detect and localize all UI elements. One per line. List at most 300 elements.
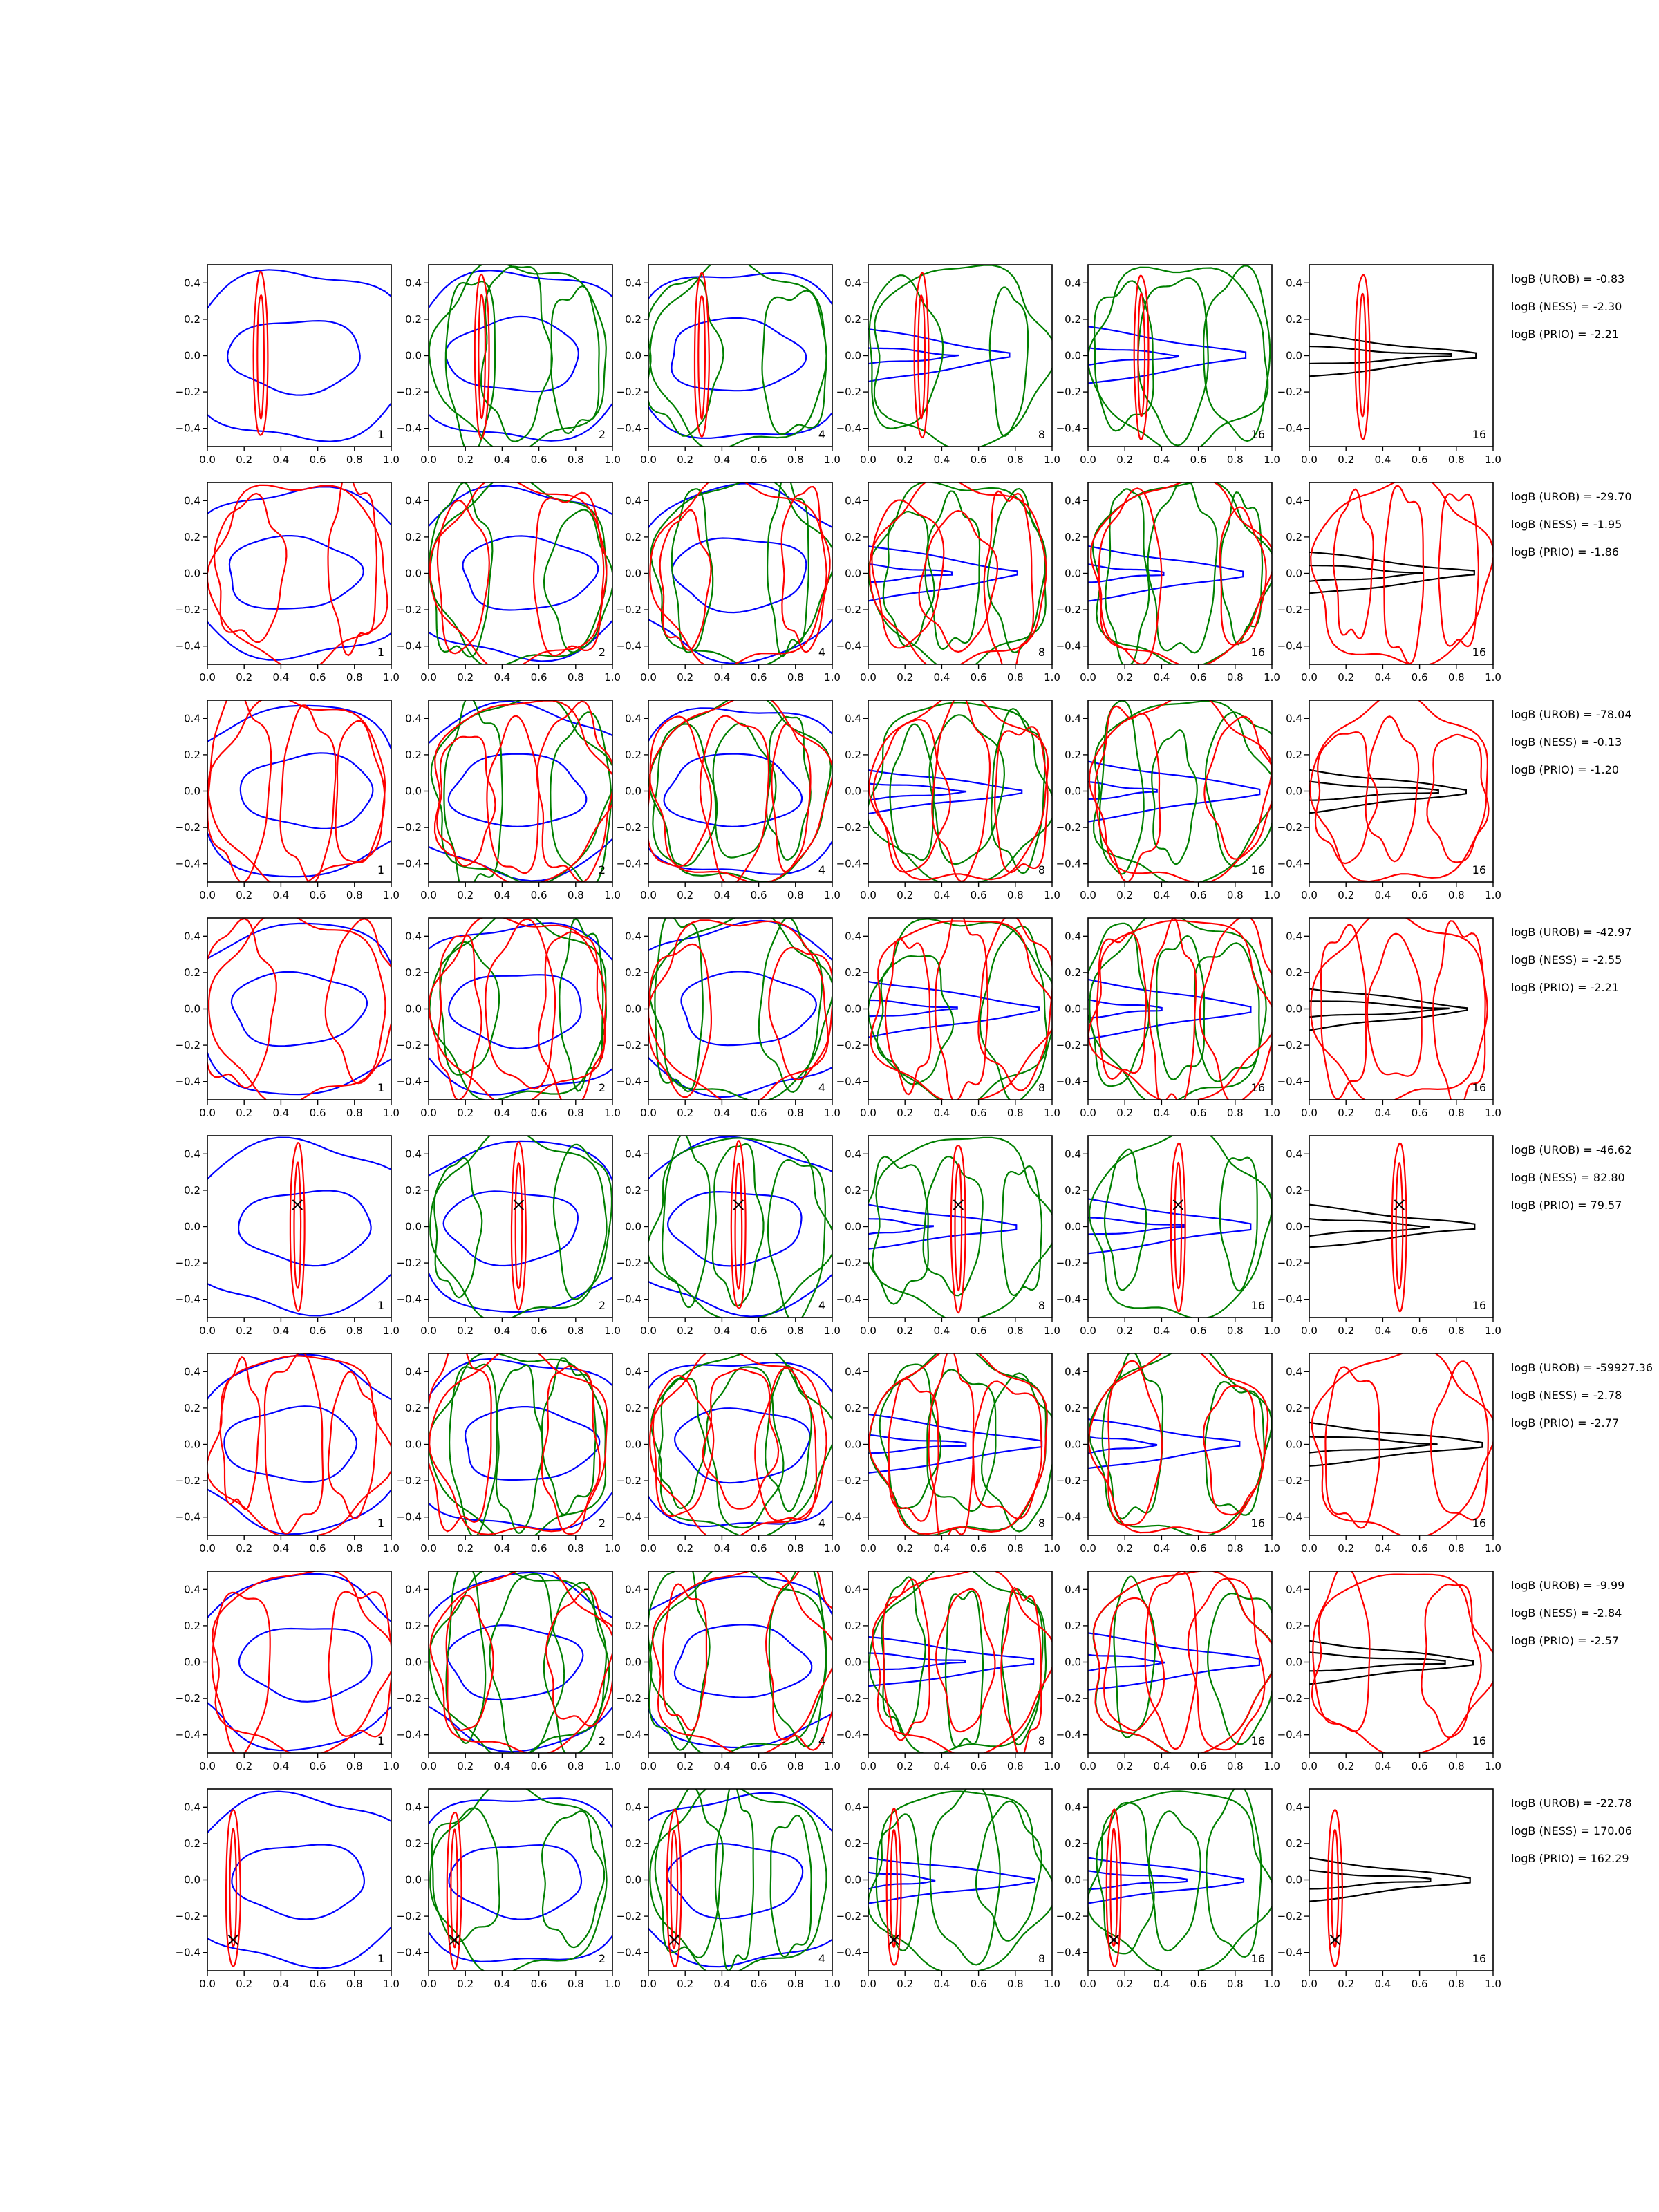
y-tick-label: 0.4 xyxy=(1286,1583,1302,1596)
x-tick-label: 0.6 xyxy=(970,1760,987,1772)
x-tick-label: 0.0 xyxy=(420,671,437,684)
y-tick-label: 0.4 xyxy=(1065,276,1081,290)
y-tick-label: −0.2 xyxy=(836,1039,861,1052)
subplot-r3-c5 xyxy=(1056,694,1280,901)
x-tick-label: 0.4 xyxy=(494,671,511,684)
contour-line xyxy=(890,724,934,860)
x-tick-label: 0.8 xyxy=(1226,671,1244,684)
x-tick-label: 0.0 xyxy=(860,1107,877,1119)
x-tick-label: 0.2 xyxy=(897,453,914,466)
x-tick-label: 1.0 xyxy=(604,1760,621,1772)
contour-lines xyxy=(396,1565,641,1760)
x-tick-label: 0.2 xyxy=(236,1107,253,1119)
contour-line xyxy=(1302,1204,1474,1248)
y-tick-label: 0.0 xyxy=(184,785,200,798)
y-tick-label: −0.4 xyxy=(1056,1510,1081,1524)
panel-number: 2 xyxy=(598,1299,606,1312)
x-tick-label: 0.8 xyxy=(1226,1760,1244,1772)
x-tick-label: 0.8 xyxy=(1006,671,1024,684)
y-tick-label: −0.2 xyxy=(836,1692,861,1705)
x-tick-label: 0.8 xyxy=(346,1542,363,1555)
contour-line xyxy=(475,274,489,439)
x-tick-label: 0.6 xyxy=(970,1978,987,1990)
contour-lines xyxy=(188,270,411,441)
x-tick-label: 1.0 xyxy=(1485,453,1501,466)
contour-line xyxy=(1156,936,1204,1080)
x-tick-label: 1.0 xyxy=(1264,453,1280,466)
x-tick-label: 1.0 xyxy=(824,671,841,684)
x-tick-label: 0.0 xyxy=(199,671,216,684)
subplot-r1-c4 xyxy=(836,265,1060,466)
y-tick-label: −0.2 xyxy=(1277,386,1302,399)
x-tick-label: 0.6 xyxy=(309,1107,326,1119)
contour-line xyxy=(550,712,611,886)
x-tick-label: 0.0 xyxy=(1301,1542,1318,1555)
axes-frame xyxy=(1088,918,1272,1100)
contour-line xyxy=(671,318,806,391)
x-tick-label: 0.8 xyxy=(1447,453,1465,466)
x-tick-label: 0.0 xyxy=(1080,889,1096,901)
x-tick-label: 0.6 xyxy=(750,1107,767,1119)
y-tick-label: −0.2 xyxy=(396,386,422,399)
logB-label: logB (UROB) = -59927.36 xyxy=(1511,1361,1653,1374)
x-tick-label: 0.4 xyxy=(494,889,511,901)
x-tick-label: 0.6 xyxy=(1190,1107,1207,1119)
logB-label: logB (PRIO) = -1.86 xyxy=(1511,545,1619,559)
x-tick-label: 0.6 xyxy=(530,889,547,901)
panel-number: 16 xyxy=(1472,428,1486,441)
logB-label: logB (PRIO) = -1.20 xyxy=(1511,763,1619,776)
panel-number: 4 xyxy=(818,1734,825,1747)
contour-line xyxy=(1081,978,1250,1040)
x-tick-label: 0.8 xyxy=(1006,1107,1024,1119)
y-tick-label: 0.0 xyxy=(1065,1873,1081,1886)
contour-line xyxy=(630,1793,850,1967)
y-tick-label: 0.0 xyxy=(625,1873,641,1886)
y-tick-label: −0.4 xyxy=(616,1510,641,1524)
y-tick-label: 0.2 xyxy=(184,1401,200,1414)
y-tick-label: 0.4 xyxy=(1065,1147,1081,1161)
contour-lines xyxy=(410,475,632,671)
x-tick-label: 0.2 xyxy=(677,1107,694,1119)
x-tick-label: 0.2 xyxy=(1338,671,1355,684)
panel-number: 1 xyxy=(377,863,384,877)
panel-number: 1 xyxy=(377,1734,384,1747)
contour-lines xyxy=(629,912,852,1107)
y-tick-label: 0.2 xyxy=(625,312,641,326)
contour-line xyxy=(872,500,944,648)
x-tick-label: 0.4 xyxy=(272,1978,290,1990)
contour-line xyxy=(1206,1785,1261,1957)
x-tick-label: 0.6 xyxy=(970,889,987,901)
x-tick-label: 0.8 xyxy=(346,1978,363,1990)
x-tick-label: 0.4 xyxy=(1374,671,1391,684)
contour-line xyxy=(861,1000,957,1017)
x-tick-label: 0.2 xyxy=(1116,1760,1134,1772)
y-tick-label: 0.4 xyxy=(184,1583,200,1596)
contour-lines xyxy=(861,1564,1056,1758)
y-tick-label: 0.0 xyxy=(845,785,861,798)
axes-frame xyxy=(429,918,612,1100)
contour-lines xyxy=(175,1352,420,1537)
contour-line xyxy=(762,290,827,434)
y-tick-label: −0.2 xyxy=(1277,821,1302,834)
panel-number: 2 xyxy=(598,646,606,659)
panel-number: 1 xyxy=(377,1952,384,1965)
x-tick-label: 0.2 xyxy=(677,1978,694,1990)
contour-line xyxy=(768,1160,825,1322)
x-tick-label: 0.8 xyxy=(567,1760,584,1772)
x-tick-label: 0.6 xyxy=(970,1542,987,1555)
y-tick-label: 0.0 xyxy=(1286,1438,1302,1451)
y-tick-label: −0.4 xyxy=(175,639,200,653)
x-tick-label: 0.0 xyxy=(199,453,216,466)
x-tick-label: 0.0 xyxy=(860,1760,877,1772)
y-tick-label: −0.2 xyxy=(616,386,641,399)
y-tick-label: 0.0 xyxy=(1065,1656,1081,1669)
y-tick-label: −0.2 xyxy=(616,603,641,617)
contour-line xyxy=(265,1352,323,1533)
x-tick-label: 0.0 xyxy=(420,889,437,901)
x-tick-label: 0.8 xyxy=(787,1542,804,1555)
logB-label: logB (PRIO) = -2.21 xyxy=(1511,981,1619,994)
contour-line xyxy=(180,924,419,1094)
x-tick-label: 0.4 xyxy=(494,1978,511,1990)
contour-line xyxy=(870,477,1046,671)
x-tick-label: 0.4 xyxy=(933,1107,950,1119)
y-tick-label: 0.0 xyxy=(1286,1220,1302,1233)
logB-label: logB (UROB) = -9.99 xyxy=(1511,1579,1625,1592)
contour-line xyxy=(465,1407,599,1480)
x-tick-label: 0.8 xyxy=(787,1107,804,1119)
x-tick-label: 0.4 xyxy=(1374,1324,1391,1337)
x-tick-label: 0.2 xyxy=(677,453,694,466)
logB-label: logB (NESS) = -1.95 xyxy=(1511,518,1622,531)
y-tick-label: 0.2 xyxy=(845,312,861,326)
contour-lines xyxy=(630,1782,850,1976)
x-tick-label: 0.0 xyxy=(860,889,877,901)
x-tick-label: 1.0 xyxy=(1485,671,1501,684)
x-tick-label: 0.2 xyxy=(677,1760,694,1772)
contour-line xyxy=(227,321,360,395)
y-tick-label: 0.2 xyxy=(1286,1619,1302,1632)
y-tick-label: 0.4 xyxy=(1286,1365,1302,1378)
x-tick-label: 1.0 xyxy=(604,671,621,684)
x-tick-label: 0.8 xyxy=(787,1978,804,1990)
y-tick-label: −0.2 xyxy=(1056,603,1081,617)
x-tick-label: 0.2 xyxy=(1338,889,1355,901)
y-tick-label: 0.2 xyxy=(1286,530,1302,543)
contour-line xyxy=(672,538,806,613)
contour-line xyxy=(328,1371,377,1519)
y-tick-label: 0.4 xyxy=(625,712,641,725)
contour-line xyxy=(735,1163,742,1289)
contour-line xyxy=(891,1830,898,1947)
contour-line xyxy=(698,296,705,419)
x-tick-label: 0.4 xyxy=(1153,1760,1170,1772)
x-tick-label: 0.8 xyxy=(346,1760,363,1772)
panel-number: 2 xyxy=(598,428,606,441)
panel-number: 1 xyxy=(377,646,384,659)
x-tick-label: 0.0 xyxy=(1301,889,1318,901)
x-tick-label: 1.0 xyxy=(383,1760,400,1772)
x-tick-label: 0.8 xyxy=(787,453,804,466)
x-tick-label: 0.6 xyxy=(1190,889,1207,901)
contour-line xyxy=(1366,716,1419,861)
axes-frame xyxy=(1309,918,1493,1100)
x-tick-label: 0.8 xyxy=(1006,453,1024,466)
y-tick-label: −0.2 xyxy=(175,603,200,617)
y-tick-label: 0.2 xyxy=(1286,312,1302,326)
y-tick-label: 0.4 xyxy=(625,276,641,290)
x-tick-label: 0.8 xyxy=(567,671,584,684)
subplot-r3-c1 xyxy=(176,688,420,901)
contour-lines xyxy=(189,474,410,672)
contour-line xyxy=(663,1584,706,1730)
contour-lines xyxy=(621,1560,859,1756)
x-tick-label: 1.0 xyxy=(824,889,841,901)
subplot-r7-c4 xyxy=(836,1564,1060,1773)
subplot-r3-c3 xyxy=(617,693,852,901)
y-tick-label: −0.4 xyxy=(616,1293,641,1306)
contour-line xyxy=(664,754,803,827)
subplot-r3-c2 xyxy=(397,696,635,901)
y-tick-label: −0.2 xyxy=(1277,603,1302,617)
x-tick-label: 0.8 xyxy=(1006,1978,1024,1990)
x-tick-label: 0.6 xyxy=(750,1542,767,1555)
x-tick-label: 0.8 xyxy=(787,671,804,684)
subplot-r5-c1 xyxy=(176,1136,413,1337)
contour-line xyxy=(648,1562,709,1750)
contour-lines xyxy=(1302,692,1489,881)
subplot-r2-c3 xyxy=(617,473,861,684)
y-tick-label: −0.4 xyxy=(175,1293,200,1306)
contour-line xyxy=(1081,1217,1185,1235)
y-tick-label: 0.0 xyxy=(184,1002,200,1015)
x-tick-label: 0.8 xyxy=(787,889,804,901)
y-tick-label: −0.4 xyxy=(1056,857,1081,870)
y-tick-label: 0.0 xyxy=(1065,349,1081,362)
x-tick-label: 0.8 xyxy=(1447,1107,1465,1119)
logB-label: logB (PRIO) = -2.77 xyxy=(1511,1416,1619,1430)
y-tick-label: 0.0 xyxy=(625,785,641,798)
contour-line xyxy=(713,724,776,858)
contour-line xyxy=(281,705,336,883)
y-tick-label: −0.4 xyxy=(396,422,422,435)
x-tick-label: 0.0 xyxy=(1301,1324,1318,1337)
x-tick-label: 0.6 xyxy=(1411,889,1428,901)
y-tick-label: 0.4 xyxy=(405,276,422,290)
x-tick-label: 0.6 xyxy=(1411,1324,1428,1337)
contour-line xyxy=(449,754,586,827)
y-tick-label: 0.0 xyxy=(845,567,861,580)
x-tick-label: 0.8 xyxy=(1226,1978,1244,1990)
true-point-marker xyxy=(669,1935,679,1944)
y-tick-label: 0.2 xyxy=(845,748,861,761)
contour-lines xyxy=(1081,1785,1275,1973)
y-tick-label: 0.2 xyxy=(1065,1401,1081,1414)
y-tick-label: −0.4 xyxy=(1056,422,1081,435)
y-tick-label: −0.2 xyxy=(396,1692,422,1705)
x-tick-label: 0.6 xyxy=(530,1324,547,1337)
contour-lines xyxy=(861,265,1056,450)
contour-line xyxy=(1359,294,1366,417)
x-tick-label: 0.0 xyxy=(199,1324,216,1337)
y-tick-label: −0.4 xyxy=(616,1728,641,1741)
x-tick-label: 0.6 xyxy=(1190,671,1207,684)
contour-line xyxy=(1138,294,1145,416)
contour-lines xyxy=(861,910,1056,1107)
y-tick-label: −0.4 xyxy=(175,1728,200,1741)
contour-line xyxy=(489,1574,564,1756)
contour-line xyxy=(188,270,411,441)
logB-label: logB (UROB) = -0.83 xyxy=(1511,272,1625,285)
contour-lines xyxy=(1081,1130,1272,1319)
y-tick-label: 0.0 xyxy=(845,1002,861,1015)
x-tick-label: 0.0 xyxy=(1080,1107,1096,1119)
subplot-r4-c5 xyxy=(1056,912,1281,1119)
y-tick-label: 0.4 xyxy=(1065,1583,1081,1596)
panel-number: 8 xyxy=(1038,863,1045,877)
contour-line xyxy=(978,915,1053,1091)
contour-line xyxy=(212,1593,270,1756)
panel-number: 4 xyxy=(818,1299,825,1312)
x-tick-label: 0.8 xyxy=(346,453,363,466)
x-tick-label: 0.6 xyxy=(1190,1760,1207,1772)
x-tick-label: 0.6 xyxy=(1411,1760,1428,1772)
x-tick-label: 1.0 xyxy=(383,671,400,684)
y-tick-label: 0.2 xyxy=(405,966,422,979)
contour-line xyxy=(647,278,723,435)
subplot-r1-c3 xyxy=(617,258,852,467)
panel-number: 4 xyxy=(818,863,825,877)
y-tick-label: 0.4 xyxy=(405,1365,422,1378)
x-tick-label: 0.4 xyxy=(1374,889,1391,901)
x-tick-label: 0.6 xyxy=(1411,453,1428,466)
contour-line xyxy=(671,1830,678,1948)
y-tick-label: 0.0 xyxy=(625,349,641,362)
true-point-marker xyxy=(449,1935,459,1944)
y-tick-label: −0.2 xyxy=(616,1257,641,1270)
panel-number: 2 xyxy=(598,1517,606,1530)
true-point-marker xyxy=(1109,1935,1118,1944)
y-tick-label: 0.2 xyxy=(625,1183,641,1197)
y-tick-label: 0.4 xyxy=(845,1801,861,1814)
x-tick-label: 0.4 xyxy=(1153,453,1170,466)
x-tick-label: 1.0 xyxy=(1485,889,1501,901)
contour-line xyxy=(328,474,377,655)
x-tick-label: 1.0 xyxy=(604,453,621,466)
x-tick-label: 0.2 xyxy=(897,1542,914,1555)
panel-number: 4 xyxy=(818,1081,825,1094)
contour-lines xyxy=(180,912,419,1105)
panel-number: 16 xyxy=(1472,646,1486,659)
x-tick-label: 0.0 xyxy=(1080,1542,1096,1555)
panel-number: 16 xyxy=(1472,1734,1486,1747)
subplot-r2-c5 xyxy=(1056,476,1280,684)
logB-label: logB (NESS) = 82.80 xyxy=(1511,1171,1625,1184)
x-tick-label: 0.8 xyxy=(1447,1542,1465,1555)
subplot-r6-c6 xyxy=(1277,1349,1501,1555)
x-tick-label: 0.2 xyxy=(677,1324,694,1337)
contour-line xyxy=(1302,552,1474,594)
contour-line xyxy=(430,1129,606,1322)
contour-line xyxy=(731,1141,746,1308)
y-tick-label: −0.2 xyxy=(616,1474,641,1488)
x-tick-label: 0.2 xyxy=(677,889,694,901)
x-tick-label: 0.4 xyxy=(713,889,731,901)
y-tick-label: 0.0 xyxy=(1065,567,1081,580)
subplot-r5-c6 xyxy=(1277,1136,1501,1337)
contour-line xyxy=(512,1143,526,1310)
y-tick-label: 0.4 xyxy=(625,494,641,507)
contour-line xyxy=(629,921,852,1097)
y-tick-label: 0.4 xyxy=(625,1147,641,1161)
x-tick-label: 0.4 xyxy=(1374,1978,1391,1990)
x-tick-label: 0.2 xyxy=(1116,1324,1134,1337)
row-logB-labels-8 xyxy=(1511,1797,1632,1865)
x-tick-label: 0.6 xyxy=(309,1542,326,1555)
y-tick-label: 0.4 xyxy=(625,1583,641,1596)
y-tick-label: 0.4 xyxy=(405,494,422,507)
y-tick-label: 0.0 xyxy=(1065,1438,1081,1451)
x-tick-label: 0.2 xyxy=(1116,453,1134,466)
contour-line xyxy=(771,1815,812,1957)
contour-line xyxy=(1302,1422,1482,1467)
contour-line xyxy=(1333,489,1374,639)
y-tick-label: 0.2 xyxy=(845,1183,861,1197)
logB-label: logB (UROB) = -29.70 xyxy=(1511,490,1632,503)
x-tick-label: 0.0 xyxy=(860,1542,877,1555)
row-logB-labels-5 xyxy=(1511,1143,1632,1212)
contour-lines xyxy=(861,1345,1057,1542)
x-tick-label: 0.4 xyxy=(713,1978,731,1990)
x-tick-label: 0.2 xyxy=(1338,1760,1355,1772)
x-tick-label: 0.2 xyxy=(236,889,253,901)
contour-line xyxy=(1081,326,1246,384)
x-tick-label: 0.0 xyxy=(640,1542,657,1555)
y-tick-label: 0.4 xyxy=(1286,930,1302,943)
y-tick-label: −0.2 xyxy=(396,821,422,834)
contour-line xyxy=(1302,769,1466,814)
y-tick-label: 0.0 xyxy=(184,1438,200,1451)
contour-line xyxy=(429,1353,606,1543)
x-tick-label: 0.4 xyxy=(494,1760,511,1772)
y-tick-label: 0.4 xyxy=(1286,712,1302,725)
y-tick-label: 0.2 xyxy=(184,530,200,543)
x-tick-label: 0.2 xyxy=(457,453,474,466)
x-tick-label: 0.4 xyxy=(494,1107,511,1119)
x-tick-label: 0.4 xyxy=(713,453,731,466)
contour-line xyxy=(995,727,1047,872)
x-tick-label: 0.6 xyxy=(530,671,547,684)
y-tick-label: 0.0 xyxy=(1065,1002,1081,1015)
y-tick-label: −0.4 xyxy=(836,1510,861,1524)
y-tick-label: 0.2 xyxy=(184,312,200,326)
contour-line xyxy=(214,494,286,642)
subplot-r5-c2 xyxy=(397,1129,640,1337)
y-tick-label: 0.2 xyxy=(845,1401,861,1414)
y-tick-label: −0.4 xyxy=(396,639,422,653)
y-tick-label: 0.0 xyxy=(184,1656,200,1669)
contour-line xyxy=(1325,1367,1379,1528)
y-tick-label: −0.4 xyxy=(1277,1075,1302,1088)
axes-frame xyxy=(868,265,1052,447)
x-tick-label: 1.0 xyxy=(1044,453,1060,466)
contour-lines xyxy=(188,1792,411,1969)
y-tick-label: −0.4 xyxy=(1056,639,1081,653)
y-tick-label: −0.4 xyxy=(1056,1728,1081,1741)
